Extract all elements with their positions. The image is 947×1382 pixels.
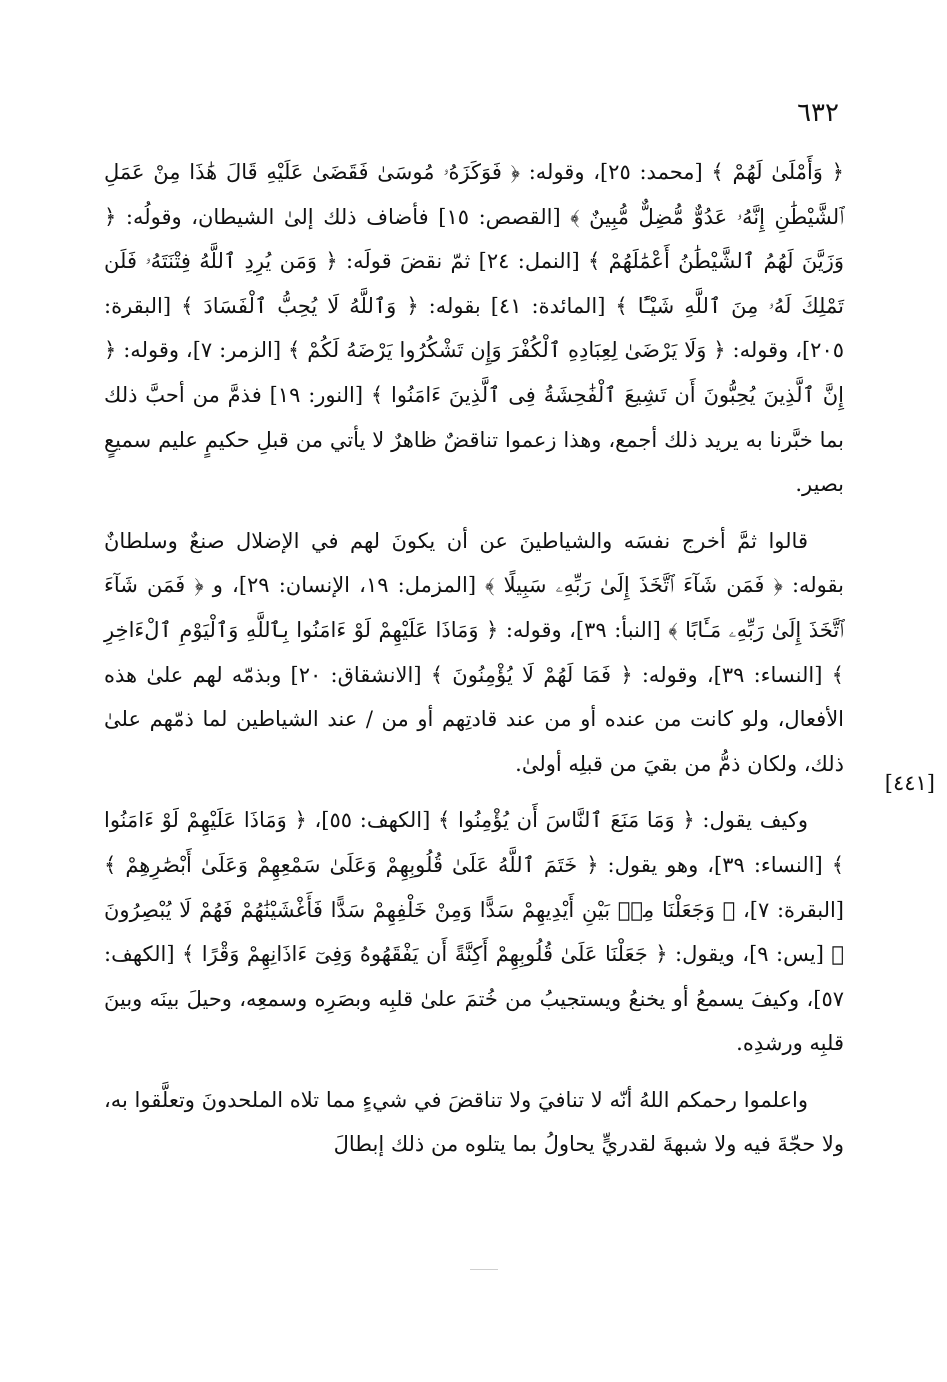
page-number: ٦٣٢ [797, 98, 839, 128]
paragraph-2: قالوا ثمَّ أخرج نفسَه والشياطينَ عن أن يكونَ لهم في الإضلال صنعٌ وسلطانٌ بقوله: ﴿ فَمَن شَآءَ ٱتَّخَذَ إِلَىٰ رَبِّهِۦ سَبِيلًا ﴾ [المزمل: ١٩، الإنسان: ٢٩]، و ﴿ فَمَن شَآءَ ٱتَّخَذَ إِلَىٰ رَبِّهِۦ مَـَٔابًا ﴾ [النبأ: ٣٩]، وقوله: ﴿ وَمَاذَا عَلَيْهِمْ لَوْ ءَامَنُوا بِٱللَّهِ وَٱلْيَوْمِ ٱلْءَاخِرِ ﴾ [النساء: ٣٩]، وقوله: ﴿ فَمَا لَهُمْ لَا يُؤْمِنُونَ ﴾ [الانشقاق: ٢٠] وبذمّه لهم علىٰ هذه الأفعال، ولو كانت من عنده أو من عند قادتِهم أو من / عند الشياطين لما ذمّهم علىٰ ذلك، ولكان ذمُّ من بقيَ من قبلِه أولىٰ. [104, 528, 844, 776]
margin-folio-reference: [٤٤١] [884, 771, 935, 795]
body-text [104, 150, 844, 1167]
paragraph-3: وكيف يقول: ﴿ وَمَا مَنَعَ ٱلنَّاسَ أَن يُؤْمِنُوا ﴾ [الكهف: ٥٥]، ﴿ وَمَاذَا عَلَيْهِمْ لَوْ ءَامَنُوا ﴾ [النساء: ٣٩]، وهو يقول: ﴿ خَتَمَ ٱللَّهُ عَلَىٰ قُلُوبِهِمْ وَعَلَىٰ سَمْعِهِمْ وَعَلَىٰ أَبْصَٰرِهِمْ ﴾ [البقرة: ٧]، ﴿ وَجَعَلْنَا مِنۢ بَيْنِ أَيْدِيهِمْ سَدًّا وَمِنْ خَلْفِهِمْ سَدًّا فَأَغْشَيْنَٰهُمْ فَهُمْ لَا يُبْصِرُونَ ﴾ [يس: ٩]، ويقول: ﴿ جَعَلْنَا عَلَىٰ قُلُوبِهِمْ أَكِنَّةً أَن يَفْقَهُوهُ وَفِىٓ ءَاذَانِهِمْ وَقْرًا ﴾ [الكهف: ٥٧]، وكيفَ يسمعُ أو يخنعُ ويستجيبُ من خُتمَ علىٰ قلبِه وبصَرِه وسمعِه، وحيلَ بينَه وبينَ قلبِه ورشدِه. [104, 808, 844, 1056]
paragraph-1: ﴿ وَأَمْلَىٰ لَهُمْ ﴾ [محمد: ٢٥]، وقوله: ﴿ فَوَكَزَهُۥ مُوسَىٰ فَقَضَىٰ عَلَيْهِ قَالَ هَٰذَا مِنْ عَمَلِ ٱلشَّيْطَٰنِ إِنَّهُۥ عَدُوٌّ مُّضِلٌّ مُّبِينٌ ﴾ [القصص: ١٥] فأضاف ذلك إلىٰ الشيطان، وقولُه: ﴿ وَزَيَّنَ لَهُمُ ٱلشَّيْطَٰنُ أَعْمَٰلَهُمْ ﴾ [النمل: ٢٤] ثمّ نقضَ قولَه: ﴿ وَمَن يُرِدِ ٱللَّهُ فِتْنَتَهُۥ فَلَن تَمْلِكَ لَهُۥ مِنَ ٱللَّهِ شَيْـًٔا ﴾ [المائدة: ٤١] بقوله: ﴿ وَٱللَّهُ لَا يُحِبُّ ٱلْفَسَادَ ﴾ [البقرة: ٢٠٥]، وقوله: ﴿ وَلَا يَرْضَىٰ لِعِبَادِهِ ٱلْكُفْرَ وَإِن تَشْكُرُوا يَرْضَهُ لَكُمْ ﴾ [الزمر: ٧]، وقوله: ﴿ إِنَّ ٱلَّذِينَ يُحِبُّونَ أَن تَشِيعَ ٱلْفَٰحِشَةُ فِى ٱلَّذِينَ ءَامَنُوا ﴾ [النور: ١٩] فذمَّ من أحبَّ ذلك بما خبَّرنا به يريد ذلك أجمع، وهذا زعموا تناقضٌ ظاهرٌ لا يأتي من قبلِ حكيمٍ عليم سميعٍ بصير. [104, 160, 845, 497]
page-footer-mark [470, 1269, 498, 1270]
paragraph-4: واعلموا رحمكم اللهُ أنّه لا تنافيَ ولا تناقضَ في شيءٍ مما تلاه الملحدونَ وتعلَّقوا به، ولا حجّةَ فيه ولا شبهةَ لقدريٍّ يحاولُ بما يتلوه من ذلك إبطالَ [104, 1087, 844, 1157]
